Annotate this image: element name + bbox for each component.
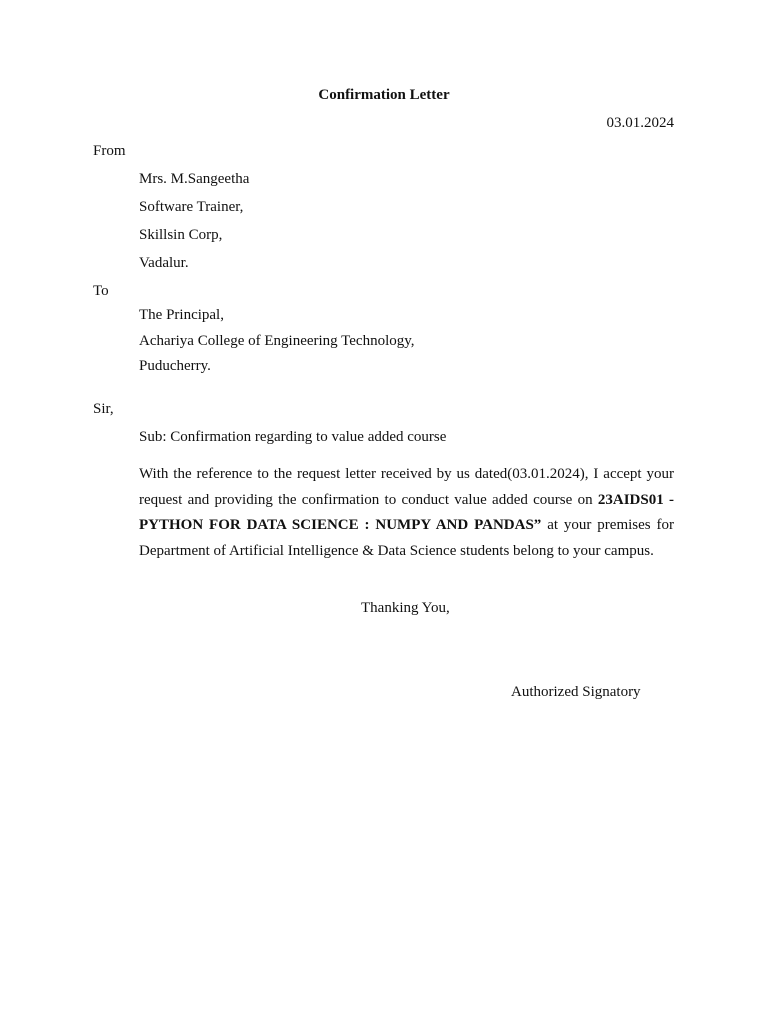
recipient-institution: Achariya College of Engineering Technology, bbox=[139, 333, 415, 349]
letter-title: Confirmation Letter bbox=[318, 87, 450, 103]
body-text-rest: at your premises for Department of Artificial Intelligence & Data Science students belong to your campus. bbox=[139, 517, 674, 559]
sender-company: Skillsin Corp, bbox=[139, 227, 223, 243]
closing-line: Thanking You, bbox=[361, 600, 450, 616]
from-label: From bbox=[93, 143, 126, 159]
to-label: To bbox=[93, 283, 109, 299]
sender-designation: Software Trainer, bbox=[139, 199, 244, 215]
salutation: Sir, bbox=[93, 401, 114, 417]
sender-city: Vadalur. bbox=[139, 255, 189, 271]
recipient-city: Puducherry. bbox=[139, 358, 211, 374]
letter-body bbox=[139, 462, 674, 564]
subject-line: Sub: Confirmation regarding to value added course bbox=[139, 429, 447, 445]
sender-name: Mrs. M.Sangeetha bbox=[139, 171, 250, 187]
signature-label: Authorized Signatory bbox=[511, 684, 641, 700]
letter-date: 03.01.2024 bbox=[606, 115, 674, 131]
body-text-intro: With the reference to the request letter received by us dated(03.01.2024), I accept your request and providing the confirmation to conduct value added course on bbox=[139, 466, 674, 508]
course-name: 23AIDS01 - PYTHON FOR DATA SCIENCE : NUMPY AND PANDAS” bbox=[139, 491, 675, 533]
recipient-title: The Principal, bbox=[139, 307, 224, 323]
